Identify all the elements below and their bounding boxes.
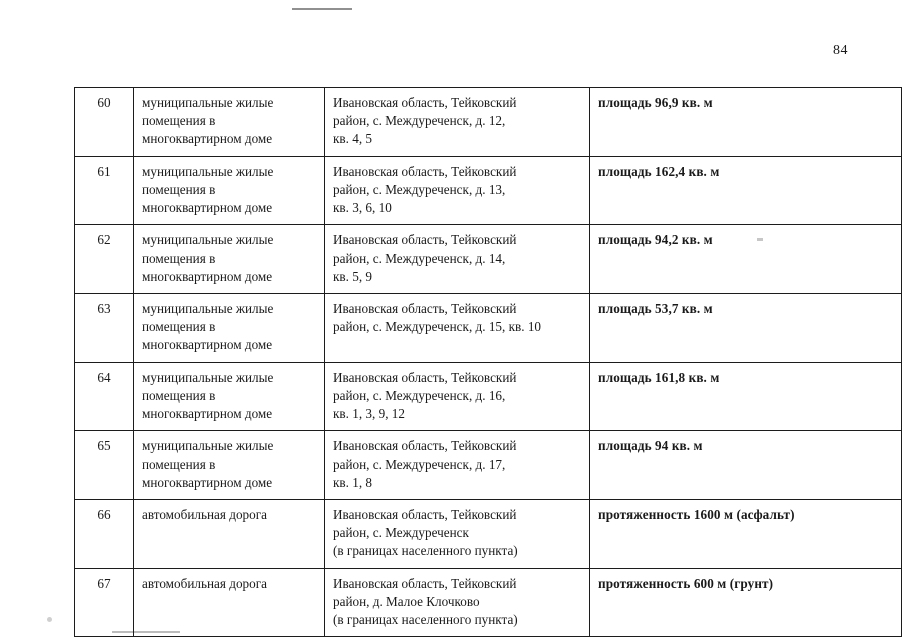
cell-characteristics	[590, 88, 902, 157]
cell-characteristics-line: протяженность 1600 м (асфальт)	[598, 506, 795, 522]
registry-table-body	[75, 88, 902, 637]
cell-characteristics-line: площадь 96,9 кв. м	[598, 95, 713, 110]
table-row	[75, 156, 902, 225]
cell-name-line: многоквартирном доме	[142, 200, 273, 216]
cell-characteristics	[590, 293, 902, 362]
cell-name-line: многоквартирном доме	[142, 268, 273, 284]
cell-address-line: район, с. Междуреченск	[333, 525, 469, 541]
cell-name-line: многоквартирном доме	[142, 406, 273, 422]
cell-number: 67	[75, 568, 134, 637]
table-row	[75, 225, 902, 294]
cell-address-line: кв. 1, 3, 9, 12	[333, 406, 405, 422]
cell-name-line: помещения в	[142, 250, 216, 266]
page-number: 84	[833, 43, 848, 58]
cell-name	[134, 362, 325, 431]
cell-name-line: муниципальные жилые	[142, 163, 274, 179]
cell-characteristics	[590, 499, 902, 568]
cell-address-line: Ивановская область, Тейковский	[333, 163, 517, 179]
cell-address-line: Ивановская область, Тейковский	[333, 232, 517, 248]
cell-name-line: муниципальные жилые	[142, 300, 274, 316]
cell-characteristics-line: площадь 94,2 кв. м	[598, 232, 713, 248]
cell-address	[325, 568, 590, 637]
cell-name-line: многоквартирном доме	[142, 131, 273, 147]
cell-address-line: район, с. Междуреченск, д. 14,	[333, 250, 506, 266]
cell-number: 66	[75, 499, 134, 568]
cell-address-line: кв. 1, 8	[333, 474, 373, 490]
cell-address	[325, 362, 590, 431]
cell-characteristics-line: площадь 94 кв. м	[598, 438, 703, 454]
table-row	[75, 431, 902, 500]
scan-artifact-top	[292, 8, 352, 10]
cell-characteristics	[590, 431, 902, 500]
cell-characteristics	[590, 225, 902, 294]
cell-number: 63	[75, 293, 134, 362]
cell-number: 64	[75, 362, 134, 431]
cell-address-line: Ивановская область, Тейковский	[333, 300, 517, 316]
cell-name	[134, 568, 325, 637]
cell-address-line: район, с. Междуреченск, д. 13,	[333, 181, 506, 197]
cell-name	[134, 431, 325, 500]
cell-address-line: кв. 5, 9	[333, 268, 373, 284]
cell-name	[134, 225, 325, 294]
cell-address-line: Ивановская область, Тейковский	[333, 95, 517, 110]
cell-characteristics-line: площадь 161,8 кв. м	[598, 369, 720, 385]
cell-name-line: помещения в	[142, 181, 216, 197]
cell-name-line: многоквартирном доме	[142, 337, 273, 353]
cell-address-line: район, с. Междуреченск, д. 17,	[333, 456, 506, 472]
cell-name-line: автомобильная дорога	[142, 506, 268, 522]
cell-address-line: район, с. Междуреченск, д. 12,	[333, 113, 506, 129]
cell-address-line: Ивановская область, Тейковский	[333, 575, 517, 591]
table-row	[75, 499, 902, 568]
cell-number: 60	[75, 88, 134, 157]
cell-address-line: район, с. Междуреченск, д. 15, кв. 10	[333, 319, 542, 335]
cell-name	[134, 499, 325, 568]
table-row	[75, 362, 902, 431]
cell-address-line: район, с. Междуреченск, д. 16,	[333, 387, 506, 403]
cell-name-line: муниципальные жилые	[142, 438, 274, 454]
cell-address	[325, 431, 590, 500]
cell-address	[325, 88, 590, 157]
cell-name	[134, 88, 325, 157]
cell-name	[134, 293, 325, 362]
scan-artifact-speck-left	[47, 617, 52, 622]
cell-address	[325, 156, 590, 225]
cell-name-line: муниципальные жилые	[142, 232, 274, 248]
registry-table-container	[74, 87, 833, 637]
cell-characteristics-line: площадь 53,7 кв. м	[598, 300, 713, 316]
cell-number: 65	[75, 431, 134, 500]
table-row	[75, 568, 902, 637]
cell-characteristics-line: площадь 162,4 кв. м	[598, 163, 720, 179]
cell-address-line: (в границах населенного пункта)	[333, 543, 518, 559]
cell-name-line: помещения в	[142, 456, 216, 472]
cell-name-line: автомобильная дорога	[142, 575, 268, 591]
table-row	[75, 293, 902, 362]
cell-name-line: помещения в	[142, 319, 216, 335]
cell-name-line: муниципальные жилые	[142, 369, 274, 385]
cell-address-line: Ивановская область, Тейковский	[333, 369, 517, 385]
cell-name-line: муниципальные жилые	[142, 95, 274, 110]
cell-address	[325, 293, 590, 362]
registry-table	[74, 87, 902, 637]
cell-name-line: многоквартирном доме	[142, 474, 273, 490]
cell-address-line: кв. 3, 6, 10	[333, 200, 392, 216]
table-row	[75, 88, 902, 157]
cell-name	[134, 156, 325, 225]
cell-address	[325, 499, 590, 568]
cell-address-line: Ивановская область, Тейковский	[333, 438, 517, 454]
cell-characteristics-line: протяженность 600 м (грунт)	[598, 575, 774, 591]
cell-address-line: район, д. Малое Клочково	[333, 593, 480, 609]
cell-address-line: (в границах населенного пункта)	[333, 612, 518, 628]
cell-name-line: помещения в	[142, 113, 216, 129]
cell-number: 61	[75, 156, 134, 225]
cell-characteristics	[590, 568, 902, 637]
cell-characteristics	[590, 156, 902, 225]
cell-address-line: кв. 4, 5	[333, 131, 373, 147]
cell-address	[325, 225, 590, 294]
cell-name-line: помещения в	[142, 387, 216, 403]
cell-characteristics	[590, 362, 902, 431]
cell-number: 62	[75, 225, 134, 294]
cell-address-line: Ивановская область, Тейковский	[333, 506, 517, 522]
